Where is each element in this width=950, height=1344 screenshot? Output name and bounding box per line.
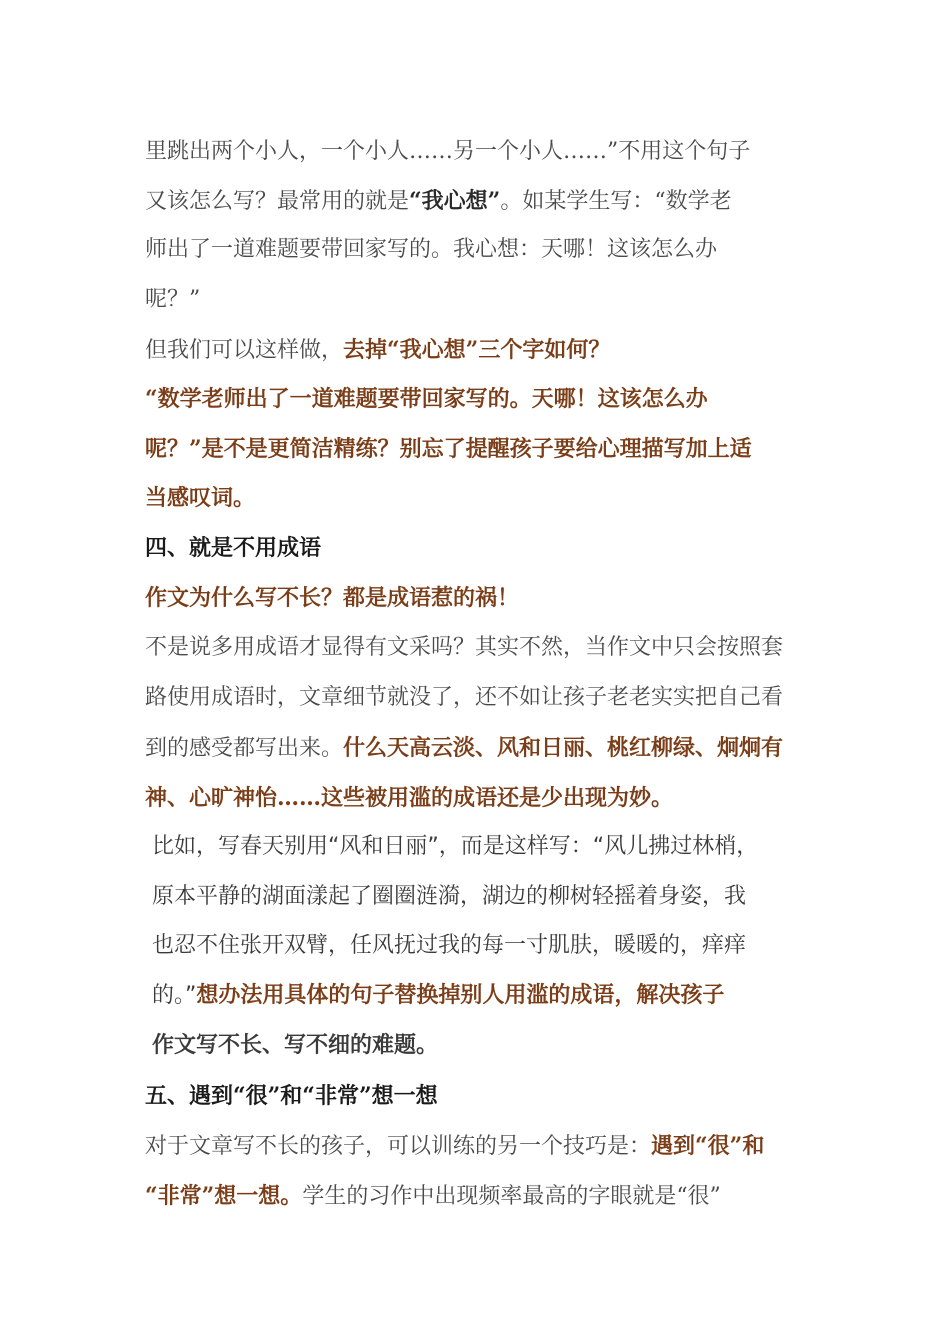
example-line (152, 880, 822, 914)
text: 比如，写春天别用“风和日丽”，而是这样写：“风儿拂过林梢， (152, 834, 759, 859)
paragraph-line (145, 1129, 815, 1163)
text: 。如某学生写：“数学老 (500, 189, 732, 214)
text: 原本平静的湖面漾起了圈圈涟漪，湖边的柳树轻摇着身姿，我 (152, 884, 747, 909)
highlight-line (145, 781, 815, 815)
paragraph-line (145, 731, 815, 765)
highlight-text: 想办法用具体的句子替换掉别人用滥的成语，解决孩子 (196, 983, 725, 1008)
example-line (152, 929, 822, 963)
text: 路使用成语时，文章细节就没了，还不如让孩子老老实实把自己看 (145, 685, 784, 710)
highlight-text: 什么天高云淡、风和日丽、桃红柳绿、炯炯有 (343, 735, 784, 761)
highlight-text: 神、心旷神怡……这些被用滥的成语还是少出现为妙。 (145, 785, 674, 811)
highlight-line (145, 382, 815, 416)
text: 但我们可以这样做， (145, 338, 344, 363)
text: 里跳出两个小人，一个小人……另一个小人……”不用这个句子 (145, 139, 751, 164)
highlight-line (145, 432, 815, 466)
highlight-text: 遇到“很”和 (651, 1133, 765, 1159)
heading-text: 五、遇到“很”和“非常”想一想 (145, 1083, 438, 1109)
highlight-line (152, 1029, 822, 1063)
text: 不是说多用成语才显得有文采吗？其实不然，当作文中只会按照套 (145, 635, 784, 660)
text: 对于文章写不长的孩子，可以训练的另一个技巧是： (145, 1134, 652, 1159)
text: 师出了一道难题要带回家写的。我心想：天哪！这该怎么办 (145, 237, 718, 262)
text: 的。” (152, 983, 197, 1008)
text: 也忍不住张开双臂，任风抚过我的每一寸肌肤，暖暖的，痒痒 (152, 933, 747, 958)
highlight-text: 作文写不长、写不细的难题。 (152, 1033, 439, 1058)
text: 又该怎么写？最常用的就是 (145, 189, 410, 214)
highlight-line (145, 481, 815, 515)
heading-text: 四、就是不用成语 (145, 535, 322, 561)
paragraph-line (145, 681, 815, 715)
example-line (152, 979, 822, 1013)
paragraph-line (145, 233, 815, 267)
paragraph-line (145, 1179, 815, 1213)
highlight-text: 当感叹词。 (145, 485, 256, 511)
highlight-text: “非常”想一想。 (145, 1183, 303, 1209)
paragraph-line (145, 631, 815, 665)
paragraph-line (145, 283, 815, 317)
emphasis-text: “我心想” (409, 188, 501, 214)
highlight-text: 去掉“我心想”三个字如何？ (343, 337, 611, 363)
example-line (152, 830, 822, 864)
section-heading (145, 1079, 815, 1113)
section-subheading (145, 581, 815, 615)
highlight-text: 呢？”是不是更简洁精练？别忘了提醒孩子要给心理描写加上适 (145, 436, 752, 462)
text: 呢？” (145, 287, 201, 312)
highlight-text: “数学老师出了一道难题要带回家写的。天哪！这该怎么办 (145, 386, 708, 412)
highlight-text: 作文为什么写不长？都是成语惹的祸！ (145, 585, 520, 611)
text: 学生的习作中出现频率最高的字眼就是“很” (302, 1184, 721, 1209)
text: 到的感受都写出来。 (145, 736, 344, 761)
paragraph-line (145, 184, 815, 218)
section-heading (145, 531, 815, 565)
paragraph-line (145, 333, 815, 367)
paragraph-line (145, 135, 815, 169)
